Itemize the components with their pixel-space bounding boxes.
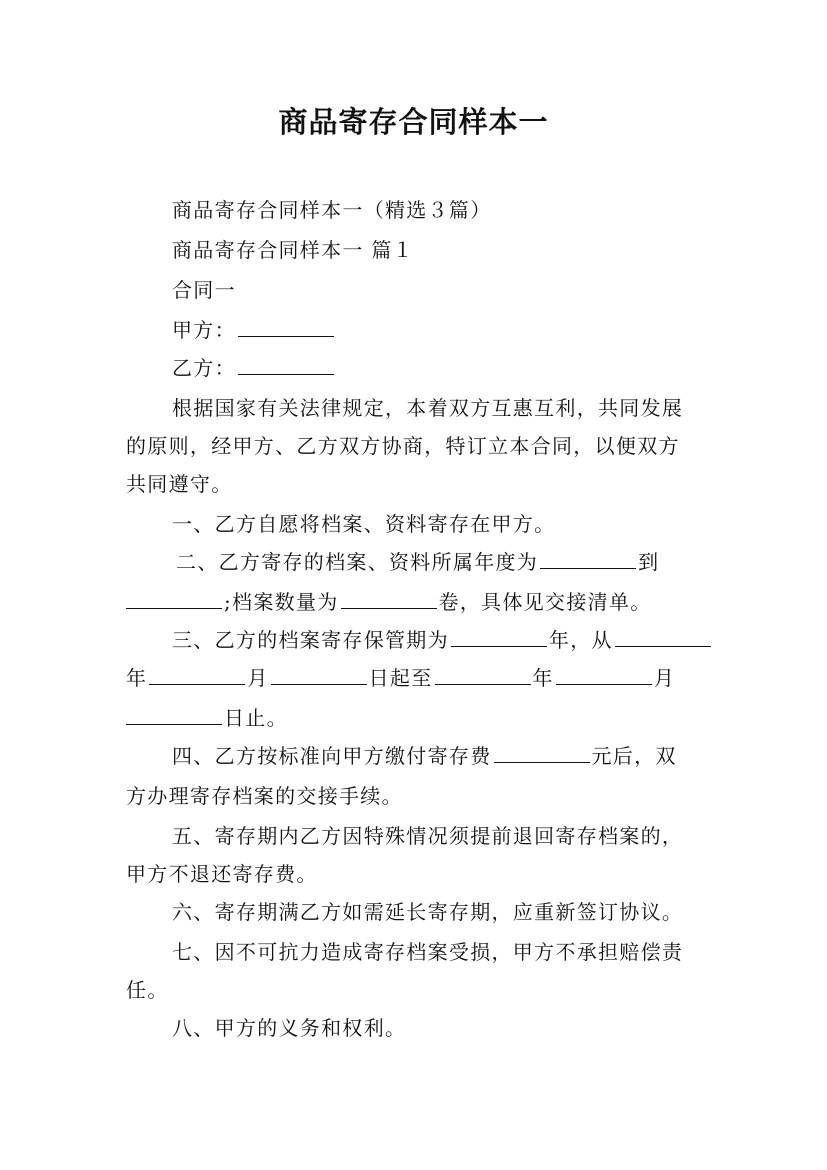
clause-2-blank-2 [126, 590, 222, 609]
clause-4-line-1 [172, 744, 677, 768]
clause-2-text-c: ;档案数量为 [224, 590, 339, 614]
section-heading: 商品寄存合同样本一 篇１ [172, 238, 414, 262]
clause-2-blank-3 [341, 590, 437, 609]
clause-3-line-3 [126, 706, 288, 730]
party-a-label: 甲方： [172, 318, 236, 342]
party-b-blank [238, 356, 334, 375]
clause-3-text-h: 日止。 [224, 706, 288, 730]
clause-3-text-e: 日起至 [368, 666, 433, 690]
subtitle-line: 商品寄存合同样本一（精选３篇） [172, 198, 492, 222]
clause-5-line-1: 五、寄存期内乙方因特殊情况须提前退回寄存档案的， [172, 824, 684, 848]
document-title: 商品寄存合同样本一 [278, 105, 549, 139]
clause-8: 八、甲方的义务和权利。 [172, 1016, 407, 1040]
clause-3-line-1 [172, 628, 713, 652]
clause-3-text-f: 年 [532, 666, 554, 690]
clause-2-text-a: 二、乙方寄存的档案、资料所属年度为 [176, 550, 539, 574]
party-a-line [172, 318, 336, 342]
party-b-line [172, 356, 336, 380]
clause-3-text-b: 年，从 [548, 628, 613, 652]
clause-3-text-d: 月 [247, 666, 269, 690]
clause-5-line-2: 甲方不退还寄存费。 [126, 862, 318, 886]
clause-2-text-b: 到 [638, 550, 660, 574]
clause-3-text-g: 月 [653, 666, 676, 690]
contract-label: 合同一 [172, 278, 236, 302]
clause-4-line-2: 方办理寄存档案的交接手续。 [126, 784, 403, 808]
clause-3-blank-3 [149, 666, 245, 685]
clause-3-blank-4 [271, 666, 367, 685]
clause-3-line-2 [126, 666, 675, 690]
clause-3-blank-5 [435, 666, 531, 685]
clause-4-text-b: 元后，双 [591, 744, 677, 768]
clause-3-text-a: 三、乙方的档案寄存保管期为 [172, 628, 449, 652]
clause-2-blank-1 [540, 550, 636, 569]
clause-7-line-2: 任。 [126, 978, 169, 1002]
clause-3-blank-1 [451, 628, 547, 647]
clause-3-text-c: 年 [126, 666, 148, 690]
clause-3-blank-6 [556, 666, 652, 685]
clause-6: 六、寄存期满乙方如需延长寄存期，应重新签订协议。 [172, 900, 684, 924]
clause-1: 一、乙方自愿将档案、资料寄存在甲方。 [172, 512, 556, 536]
clause-2-line-2 [126, 590, 652, 614]
clause-2-text-d: 卷，具体见交接清单。 [438, 590, 652, 614]
intro-line-2: 的原则，经甲方、乙方双方协商，特订立本合同，以便双方 [126, 434, 680, 458]
intro-line-1: 根据国家有关法律规定，本着双方互惠互利，共同发展 [172, 396, 684, 420]
clause-3-blank-2 [615, 628, 711, 647]
intro-line-3: 共同遵守。 [126, 472, 233, 496]
party-b-label: 乙方： [172, 356, 236, 380]
clause-4-text-a: 四、乙方按标准向甲方缴付寄存费 [172, 744, 492, 768]
party-a-blank [238, 318, 334, 337]
clause-4-blank [494, 744, 590, 763]
clause-3-blank-7 [126, 706, 222, 725]
clause-2-line-1 [176, 550, 659, 574]
clause-7-line-1: 七、因不可抗力造成寄存档案受损，甲方不承担赔偿责 [172, 940, 684, 964]
